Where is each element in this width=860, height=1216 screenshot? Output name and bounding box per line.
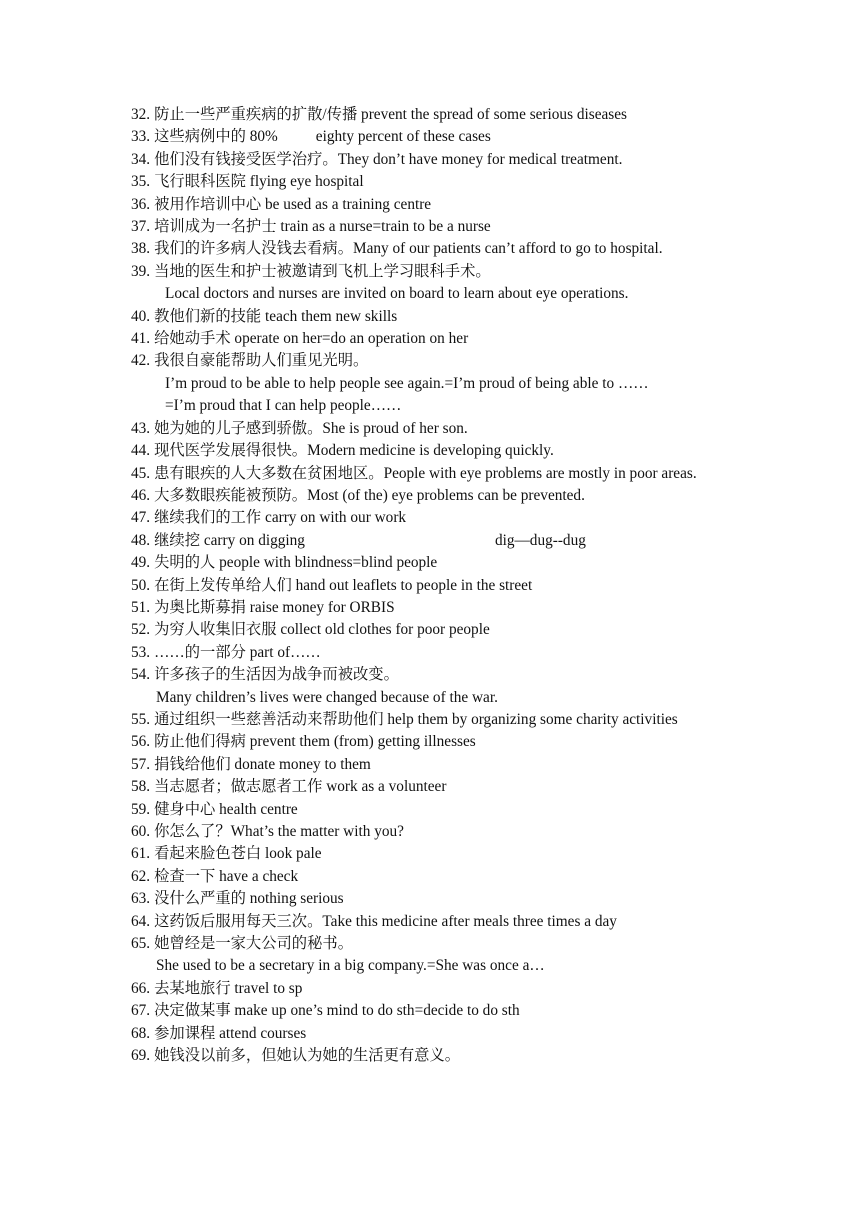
item-number: 33.: [131, 128, 151, 146]
item-number: 43.: [131, 419, 151, 437]
item-text: 捐钱给他们 donate money to them: [154, 755, 371, 773]
item-number: 67.: [131, 1002, 151, 1020]
item-text: 失明的人 people with blindness=blind people: [154, 554, 438, 572]
item-text: 检查一下 have a check: [154, 867, 299, 885]
item-text: 当地的医生和护士被邀请到飞机上学习眼科手术。: [154, 262, 491, 280]
vocabulary-list: [131, 104, 731, 1067]
list-item-49: [131, 552, 731, 574]
list-item-69: [131, 1045, 731, 1067]
list-item-51: [131, 597, 731, 619]
item-number: 37.: [131, 218, 151, 236]
item-number: 50.: [131, 576, 151, 594]
item-text: 防止他们得病 prevent them (from) getting illnesses: [154, 733, 476, 751]
list-item-47: [131, 507, 731, 529]
item-text: 被用作培训中心 be used as a training centre: [154, 195, 432, 213]
item-text: 当志愿者；做志愿者工作 work as a volunteer: [154, 778, 447, 796]
item-number: 40.: [131, 307, 151, 325]
item-number: 60.: [131, 823, 151, 840]
item-number: 49.: [131, 554, 151, 572]
item-number: 38.: [131, 240, 151, 258]
item-number: 66.: [131, 979, 151, 997]
item-number: 42.: [131, 352, 151, 370]
item-number: 62.: [131, 867, 151, 885]
item-text: ……的一部分 part of……: [154, 643, 321, 661]
list-item-38: [131, 238, 731, 260]
list-item-68: [131, 1023, 731, 1045]
item-english: eighty percent of these cases: [315, 128, 491, 146]
item-text: 你怎么了？What’s the matter with you?: [154, 823, 404, 840]
list-item-55: [131, 709, 731, 731]
item-text: 参加课程 attend courses: [154, 1024, 307, 1042]
item-text: 继续我们的工作 carry on with our work: [154, 509, 407, 527]
list-item-45: [131, 463, 731, 485]
item-english: dig—dug--dug: [494, 531, 586, 549]
item-text: 培训成为一名护士 train as a nurse=train to be a nurse: [154, 218, 491, 236]
item-text: 她曾经是一家大公司的秘书。: [154, 935, 353, 953]
item-number: 54.: [131, 666, 151, 684]
list-item-65: [131, 933, 731, 955]
item-text: [154, 126, 731, 148]
item-number: 68.: [131, 1024, 151, 1042]
list-item-39: [131, 261, 731, 283]
item-number: 59.: [131, 800, 151, 818]
item-number: 45.: [131, 464, 151, 482]
item-text: 健身中心 health centre: [154, 800, 298, 818]
item-text: 她钱没以前多，但她认为她的生活更有意义。: [154, 1047, 461, 1065]
item-number: 56.: [131, 733, 151, 751]
item-text: 看起来脸色苍白 look pale: [154, 845, 322, 863]
list-item-60: [131, 821, 731, 843]
list-item-61: [131, 843, 731, 865]
list-item-37: [131, 216, 731, 238]
item-number: 51.: [131, 598, 151, 616]
item-text: 大多数眼疾能被预防。Most (of the) eye problems can be prevented.: [154, 486, 585, 504]
list-item-44: [131, 440, 731, 462]
list-item-62: [131, 866, 731, 888]
list-item-40: [131, 306, 731, 328]
item-translation: Local doctors and nurses are invited on board to learn about eye operations.: [165, 285, 629, 303]
item-text: 许多孩子的生活因为战争而被改变。: [154, 666, 399, 684]
list-item-34: [131, 149, 731, 171]
item-text: 没什么严重的 nothing serious: [154, 890, 344, 908]
list-item-56: [131, 731, 731, 753]
list-item-50: [131, 575, 731, 597]
list-item-48: [131, 530, 731, 552]
list-item-33: [131, 126, 731, 148]
list-item-46: [131, 485, 731, 507]
item-text: 给她动手术 operate on her=do an operation on her: [154, 330, 469, 348]
list-item-66: [131, 978, 731, 1000]
item-text: 他们没有钱接受医学治疗。They don’t have money for medical treatment.: [154, 150, 623, 168]
item-number: 34.: [131, 150, 151, 168]
item-text: 患有眼疾的人大多数在贫困地区。People with eye problems are mostly in poor areas.: [154, 464, 697, 482]
item-number: 39.: [131, 262, 151, 280]
item-translation: =I’m proud that I can help people……: [165, 397, 402, 415]
item-translation: She used to be a secretary in a big company.=She was once a…: [156, 957, 545, 975]
list-item-43: [131, 418, 731, 440]
list-item-59: [131, 799, 731, 821]
list-item-63: [131, 888, 731, 910]
item-number: 36.: [131, 195, 151, 213]
item-translation: Many children’s lives were changed because of the war.: [156, 688, 498, 706]
item-text: 通过组织一些慈善活动来帮助他们 help them by organizing some charity activities: [154, 710, 678, 728]
item-number: 47.: [131, 509, 151, 527]
item-text: 防止一些严重疾病的扩散/传播 prevent the spread of some serious diseases: [154, 106, 627, 123]
item-translation: I’m proud to be able to help people see again.=I’m proud of being able to ……: [165, 374, 649, 392]
item-chinese: 这些病例中的 80%: [154, 128, 278, 146]
item-number: 32.: [131, 106, 151, 123]
item-text: 为穷人收集旧衣服 collect old clothes for poor people: [154, 621, 490, 639]
list-item-67: [131, 1000, 731, 1022]
item-number: 55.: [131, 710, 151, 728]
item-number: 65.: [131, 935, 151, 953]
list-item-52: [131, 619, 731, 641]
list-item-35: [131, 171, 731, 193]
item-text: 在街上发传单给人们 hand out leaflets to people in the street: [154, 576, 533, 594]
item-number: 61.: [131, 845, 151, 863]
item-text: 我很自豪能帮助人们重见光明。: [154, 352, 369, 370]
item-number: 46.: [131, 486, 151, 504]
item-number: 53.: [131, 643, 151, 661]
list-item-41: [131, 328, 731, 350]
item-chinese: 继续挖 carry on digging: [154, 531, 305, 549]
item-number: 44.: [131, 442, 151, 460]
item-text: 我们的许多病人没钱去看病。Many of our patients can’t afford to go to hospital.: [154, 240, 663, 258]
item-number: 63.: [131, 890, 151, 908]
list-item-58: [131, 776, 731, 798]
item-number: 64.: [131, 912, 151, 930]
item-number: 41.: [131, 330, 151, 348]
item-text: 这药饭后服用每天三次。Take this medicine after meals three times a day: [154, 912, 617, 930]
item-number: 52.: [131, 621, 151, 639]
item-text: 她为她的儿子感到骄傲。She is proud of her son.: [154, 419, 468, 437]
list-item-64: [131, 911, 731, 933]
item-text: 为奥比斯募捐 raise money for ORBIS: [154, 598, 395, 616]
list-item-32: [131, 104, 731, 126]
item-text: 飞行眼科医院 flying eye hospital: [154, 173, 364, 191]
item-text: 去某地旅行 travel to sp: [154, 979, 303, 997]
item-text: 现代医学发展得很快。Modern medicine is developing quickly.: [154, 442, 554, 460]
item-number: 69.: [131, 1047, 151, 1065]
list-item-57: [131, 754, 731, 776]
item-number: 35.: [131, 173, 151, 191]
list-item-54: [131, 664, 731, 686]
list-item-53: [131, 642, 731, 664]
list-item-36: [131, 194, 731, 216]
item-text: 教他们新的技能 teach them new skills: [154, 307, 398, 325]
item-number: 48.: [131, 531, 151, 549]
list-item-42: [131, 350, 731, 372]
item-number: 57.: [131, 755, 151, 773]
item-number: 58.: [131, 778, 151, 796]
item-text: [154, 530, 731, 552]
item-text: 决定做某事 make up one’s mind to do sth=decide to do sth: [154, 1002, 520, 1020]
